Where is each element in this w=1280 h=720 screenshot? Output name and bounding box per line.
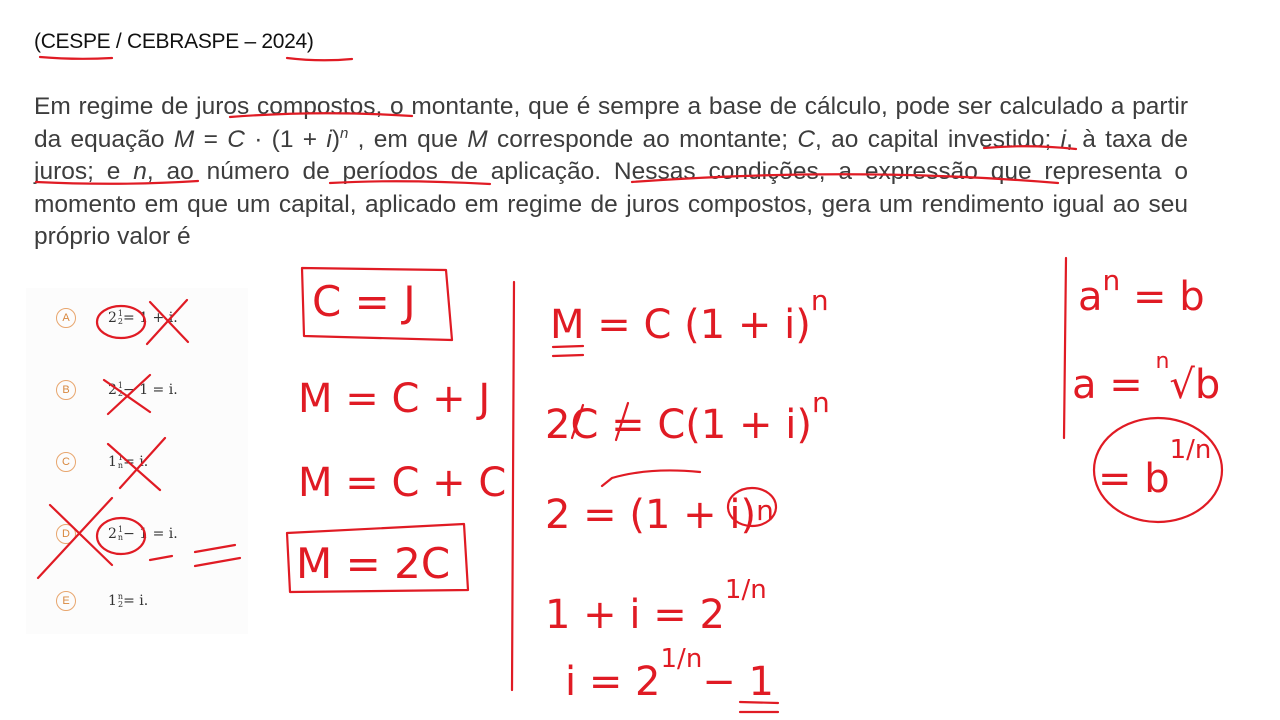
ink-rule-2: a = $^n$√b [1072, 349, 1221, 408]
ink-equals-d [150, 545, 240, 566]
ink-deriv-3: $2 = (1 + i)^n$ [545, 492, 774, 538]
ink-deriv-4: $1 + i = 2^{1/n}$ [545, 575, 767, 638]
option-letter: D [56, 524, 76, 544]
ink-underline-periodos [632, 174, 1058, 183]
ink-underline-cespe [40, 57, 112, 59]
ink-cross-c [108, 438, 165, 490]
ink-line3-text: M = C + C [298, 460, 507, 506]
option-letter: B [56, 380, 76, 400]
underlined-term: juros compostos [196, 93, 376, 120]
ink-arrow [602, 470, 700, 486]
ink-deriv-5: $i = 2^{1/n}- 1$ [565, 644, 774, 705]
ink-circle-option-a [97, 306, 145, 338]
ink-box2-text: M = 2C [296, 539, 451, 588]
ink-underline-montante [984, 146, 1076, 149]
ink-divider-middle [512, 282, 514, 690]
ink-underline-taxa [330, 181, 490, 184]
option-e[interactable]: E 1 n 2 = i. [56, 591, 148, 611]
option-c[interactable]: C 1 1 n = i. [56, 452, 148, 472]
option-letter: E [56, 591, 76, 611]
question-source: (CESPE / CEBRASPE – 2024) [34, 30, 314, 53]
ink-cross-a [147, 300, 188, 344]
ink-deriv-2: $2C = C(1 + i)^n$ [545, 386, 830, 448]
question-statement: Em regime de juros compostos, o montante, que é sempre a base de cálculo, pode ser calculado a partir da equação $M = C \cdot (1 + i)^n$ , em que M corresponde ao montante; C, ao capital investido; i, à taxa de juros; e n, ao número de períodos de aplicação. Nessas condições, a expressão que representa o momento em que um capital, aplicado em regime de juros compostos, gera um rendimento igual ao seu próprio valor é [34, 93, 1189, 250]
ink-cross-d [38, 498, 112, 578]
option-b[interactable]: B 2 1 2 − 1 = i. [56, 380, 178, 400]
ink-divider-right [1064, 258, 1066, 438]
ink-cross-b [104, 375, 150, 414]
underlined-term: número de períodos de aplicação [206, 158, 595, 185]
ink-circle-option-d [97, 518, 145, 554]
ink-line2-text: M = C + J [298, 376, 491, 422]
underlined-term: taxa de juros [34, 125, 1189, 185]
underlined-term: montante [679, 125, 782, 153]
option-letter: A [56, 308, 76, 328]
ink-underline-year [287, 58, 352, 60]
ink-rule-3: = $b^{1/n}$ [1098, 435, 1212, 502]
ink-box1-text: C = J [312, 277, 416, 326]
option-a[interactable]: A 2 1 2 = 1 + i. [56, 308, 178, 328]
ink-rule-1: $a^n = b$ [1078, 264, 1205, 320]
option-letter: C [56, 452, 76, 472]
ink-deriv-1: M = C $(1 + i)^n$ [550, 284, 829, 348]
ink-underline-capital [36, 181, 198, 184]
ink-underline-juros [230, 113, 412, 117]
option-d[interactable]: D 2 1 n − 1 = i. [56, 524, 178, 544]
underlined-term: capital investido [867, 125, 1045, 153]
